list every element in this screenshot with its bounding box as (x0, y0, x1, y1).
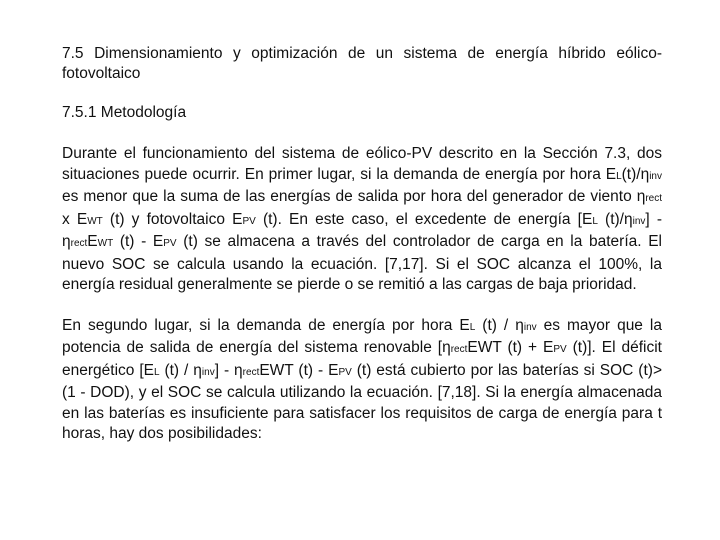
subscript: inv (523, 321, 537, 333)
paragraph-1 (62, 144, 662, 296)
text-run: (t) / η (159, 361, 202, 379)
subscript: PV (338, 366, 352, 378)
paragraph-2 (62, 316, 662, 445)
subscript: rect (450, 344, 468, 355)
subscript: inv (649, 170, 662, 182)
text-run: (t)/η (597, 210, 633, 228)
subscript: L (616, 170, 622, 182)
subscript: PV (163, 238, 177, 249)
subsection-heading: 7.5.1 Metodología (62, 104, 187, 121)
text-run: (t) y fotovoltaico E (102, 210, 243, 228)
subscript: L (469, 321, 476, 333)
text-run: (t) está cubierto por las baterías si SOC (t)> (1 - DOD), y el SOC se calcula utilizando la ecuación. [7,18]. Si la energía almacenada en las baterías es insuficiente para satisfacer los requisitos de carga de energía para t horas, hay dos posibilidades: (62, 361, 662, 442)
subscript: PV (553, 344, 567, 355)
subscript: L (592, 215, 598, 227)
text-run: E (87, 233, 98, 250)
section-heading: 7.5 Dimensionamiento y optimización de un sistema de energía híbrido eólico-fotovoltaico (62, 45, 662, 82)
text-run: EWT (t) - E (259, 361, 339, 379)
text-run: (t)]. El déficit energético [E (62, 339, 662, 379)
subscript: rect (242, 366, 260, 378)
text-run: (t)/η (621, 165, 650, 183)
text-run: es mayor que la potencia de salida de energía del sistema renovable [η (62, 316, 662, 356)
subscript: PV (242, 215, 256, 227)
text-run: ] - η (214, 361, 243, 379)
subscript: inv (632, 215, 646, 227)
subscript: WT (87, 215, 103, 227)
text-run: Durante el funcionamiento del sistema de eólico-PV descrito en la Sección 7.3, dos situaciones puede ocurrir. En primer lugar, si la demanda de energía por hora E (62, 145, 662, 183)
text-run: (t) se almacena a través del controlador de carga en la batería. El nuevo SOC se calcula usando la ecuación. [7,17]. Si el SOC alcanza el 100%, la energía residual generalmente se pierde o se remitió a las cargas de baja prioridad. (62, 233, 662, 293)
text-run: (t) - E (113, 233, 164, 250)
text-run: En segundo lugar, si la demanda de energía por hora E (62, 316, 470, 334)
text-run: EWT (t) + E (467, 339, 554, 356)
text-run: (t) / η (475, 316, 524, 334)
subscript: rect (645, 193, 662, 204)
text-run: (t). En este caso, el excedente de energía [E (255, 210, 593, 228)
subscript: L (153, 366, 160, 378)
text-run: es menor que la suma de las energías de salida por hora del generador de viento η (62, 188, 646, 205)
subscript: rect (70, 238, 88, 249)
text-run: ] - η (62, 210, 662, 250)
subscript: WT (97, 238, 114, 249)
subscript: inv (201, 366, 215, 378)
document-page (62, 44, 662, 445)
text-run: x E (62, 210, 88, 228)
